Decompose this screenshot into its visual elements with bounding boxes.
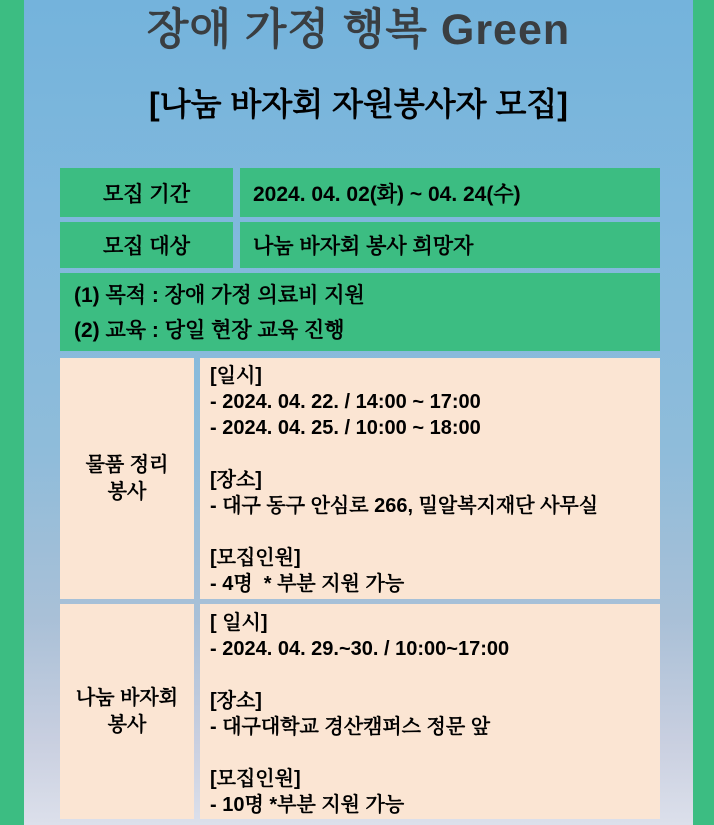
detail-line: - 2024. 04. 25. / 10:00 ~ 18:00	[210, 417, 481, 439]
section-label-line: 봉사	[107, 480, 147, 503]
detail-line: - 2024. 04. 22. / 14:00 ~ 17:00	[210, 391, 481, 413]
section-label-line: 봉사	[107, 713, 147, 736]
recruit-period-label: 모집 기간	[60, 168, 233, 217]
detail-line: [장소]	[210, 690, 262, 712]
detail-line	[210, 441, 660, 467]
recruit-target-value: 나눔 바자회 봉사 희망자	[240, 222, 660, 268]
detail-line: [일시]	[210, 365, 262, 387]
detail-line	[210, 519, 660, 545]
detail-line	[210, 662, 660, 688]
poster-title: 장애 가정 행복 Green	[146, 6, 571, 54]
note-purpose: (1) 목적 : 장애 가정 의료비 지원	[74, 284, 365, 307]
section-goods-sorting-label	[60, 358, 194, 599]
detail-line: [모집인원]	[210, 768, 301, 790]
detail-line: - 2024. 04. 29.~30. / 10:00~17:00	[210, 638, 510, 660]
left-green-bar	[0, 0, 24, 825]
section-label-line: 나눔 바자회	[75, 686, 179, 709]
detail-line: [모집인원]	[210, 547, 301, 569]
detail-line: [ 일시]	[210, 612, 268, 634]
section-label-line: 물품 정리	[85, 453, 169, 476]
detail-line: - 대구 동구 안심로 266, 밀알복지재단 사무실	[210, 495, 599, 517]
detail-line: - 대구대학교 경산캠퍼스 정문 앞	[210, 716, 491, 738]
purpose-education-notes	[60, 273, 660, 351]
recruit-target-label: 모집 대상	[60, 222, 233, 268]
recruit-period-value: 2024. 04. 02(화) ~ 04. 24(수)	[240, 168, 660, 217]
section-goods-sorting-details	[200, 358, 660, 599]
note-education: (2) 교육 : 당일 현장 교육 진행	[74, 319, 345, 342]
right-green-bar	[693, 0, 714, 825]
section-bazaar-details	[200, 604, 660, 819]
detail-line: - 10명 *부분 지원 가능	[210, 794, 405, 816]
poster-subtitle: [나눔 바자회 자원봉사자 모집]	[149, 86, 568, 122]
section-bazaar-label	[60, 604, 194, 819]
detail-line	[210, 740, 660, 766]
detail-line: [장소]	[210, 469, 262, 491]
detail-line: - 4명 * 부분 지원 가능	[210, 573, 405, 595]
